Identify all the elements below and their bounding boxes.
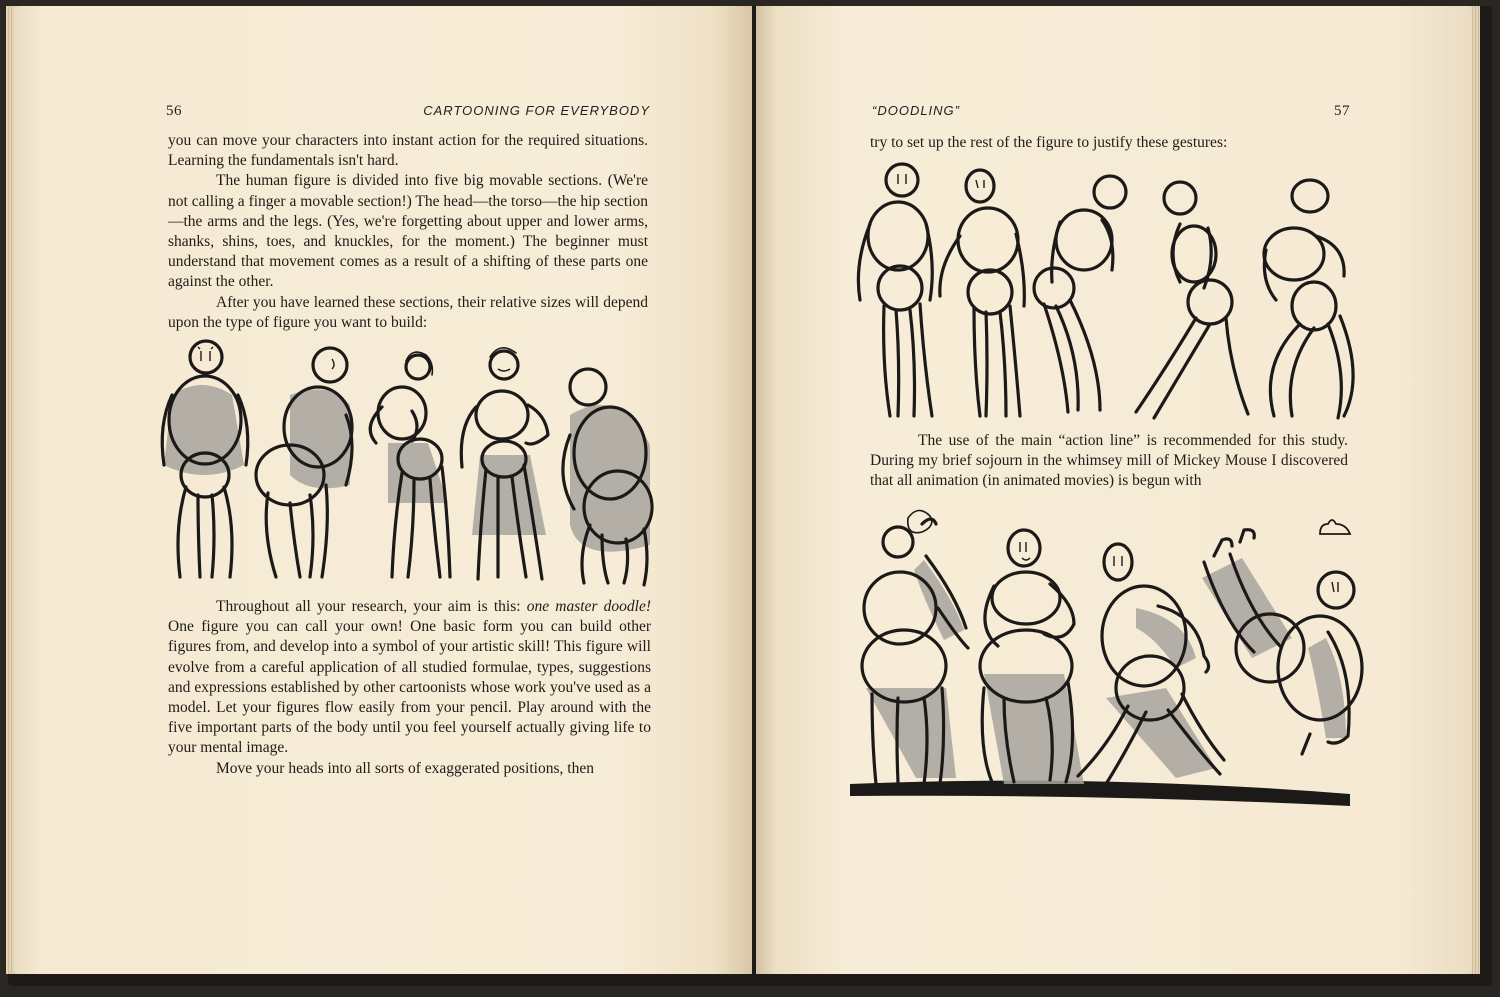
left-running-title: CARTOONING FOR EVERYBODY: [423, 103, 650, 118]
right-para-2: The use of the main “action line” is recommended for this study. During my brief sojourn in the whimsey mill of Mickey Mouse I discovered that all animation (in animated movies) is begun with: [870, 432, 1348, 490]
right-text-middle: [870, 431, 1348, 492]
animated-figure-1: [862, 510, 968, 784]
left-text-bottom: [168, 597, 651, 779]
left-para-4: [168, 597, 651, 759]
left-para-3: After you have learned these sections, their relative sizes will depend upon the type of figure you want to build:: [168, 293, 648, 331]
left-para-5: Move your heads into all sorts of exaggerated positions, then: [216, 759, 594, 777]
gesture-figure-2: [940, 170, 1025, 416]
right-running-title: “DOODLING”: [872, 103, 960, 118]
figure-hand-on-hip: [461, 348, 548, 579]
gesture-figure-4: [1136, 182, 1248, 418]
right-text-top: [870, 133, 1350, 153]
animated-figure-3: [1078, 544, 1224, 784]
gesture-figure-3: [1034, 176, 1126, 412]
animated-figure-4: [1202, 520, 1362, 754]
left-para-2: The human figure is divided into five big movable sections. (We're not calling a finger a movable section!) The head—the torso—the hip section—the arms and the legs. (Yes, we're forgetting about upper and lower arms, shanks, shins, toes, and knuckles, for the moment.) The beginner must understand that movement comes as a result of a shifting of these parts one against the other.: [168, 172, 648, 291]
figure-slim-woman: [370, 352, 450, 577]
body-types-illustration: [150, 335, 670, 595]
gesture-figure-5: [1264, 180, 1353, 418]
left-para-4-start: Throughout all your research, your aim is this:: [216, 598, 527, 615]
left-text-top: [168, 131, 648, 333]
right-running-head: [872, 103, 1350, 119]
left-running-head: [166, 103, 650, 120]
left-para-1: you can move your characters into instant action for the required situations. Learning the fundamentals isn't hard.: [168, 132, 648, 170]
figure-heavy: [563, 369, 652, 585]
action-line-illustration: [846, 498, 1366, 810]
animated-figure-2: [980, 530, 1084, 784]
gesture-figure-1: [858, 164, 932, 416]
left-page-number: 56: [166, 103, 182, 119]
left-para-4-italic: one master doodle!: [526, 598, 651, 615]
hat-icon: [1320, 520, 1350, 534]
right-page-number: 57: [1334, 103, 1350, 119]
gesture-figures-illustration: [848, 158, 1368, 426]
figure-stout-2: [256, 348, 352, 577]
right-para-1: try to set up the rest of the figure to justify these gestures:: [870, 134, 1228, 151]
figure-stout-1: [162, 341, 248, 577]
left-para-4-rest: One figure you can call your own! One basic form you can build other figures from, and develop into a symbol of your artistic skill! This figure will evolve from a careful application of all studied formulae, types, suggestions and expressions established by other cartoonists whose work you've used as a model. Let your figures flow easily from your pencil. Play around with the five important parts of the body until you feel yourself actually giving life to your mental image.: [168, 618, 651, 757]
